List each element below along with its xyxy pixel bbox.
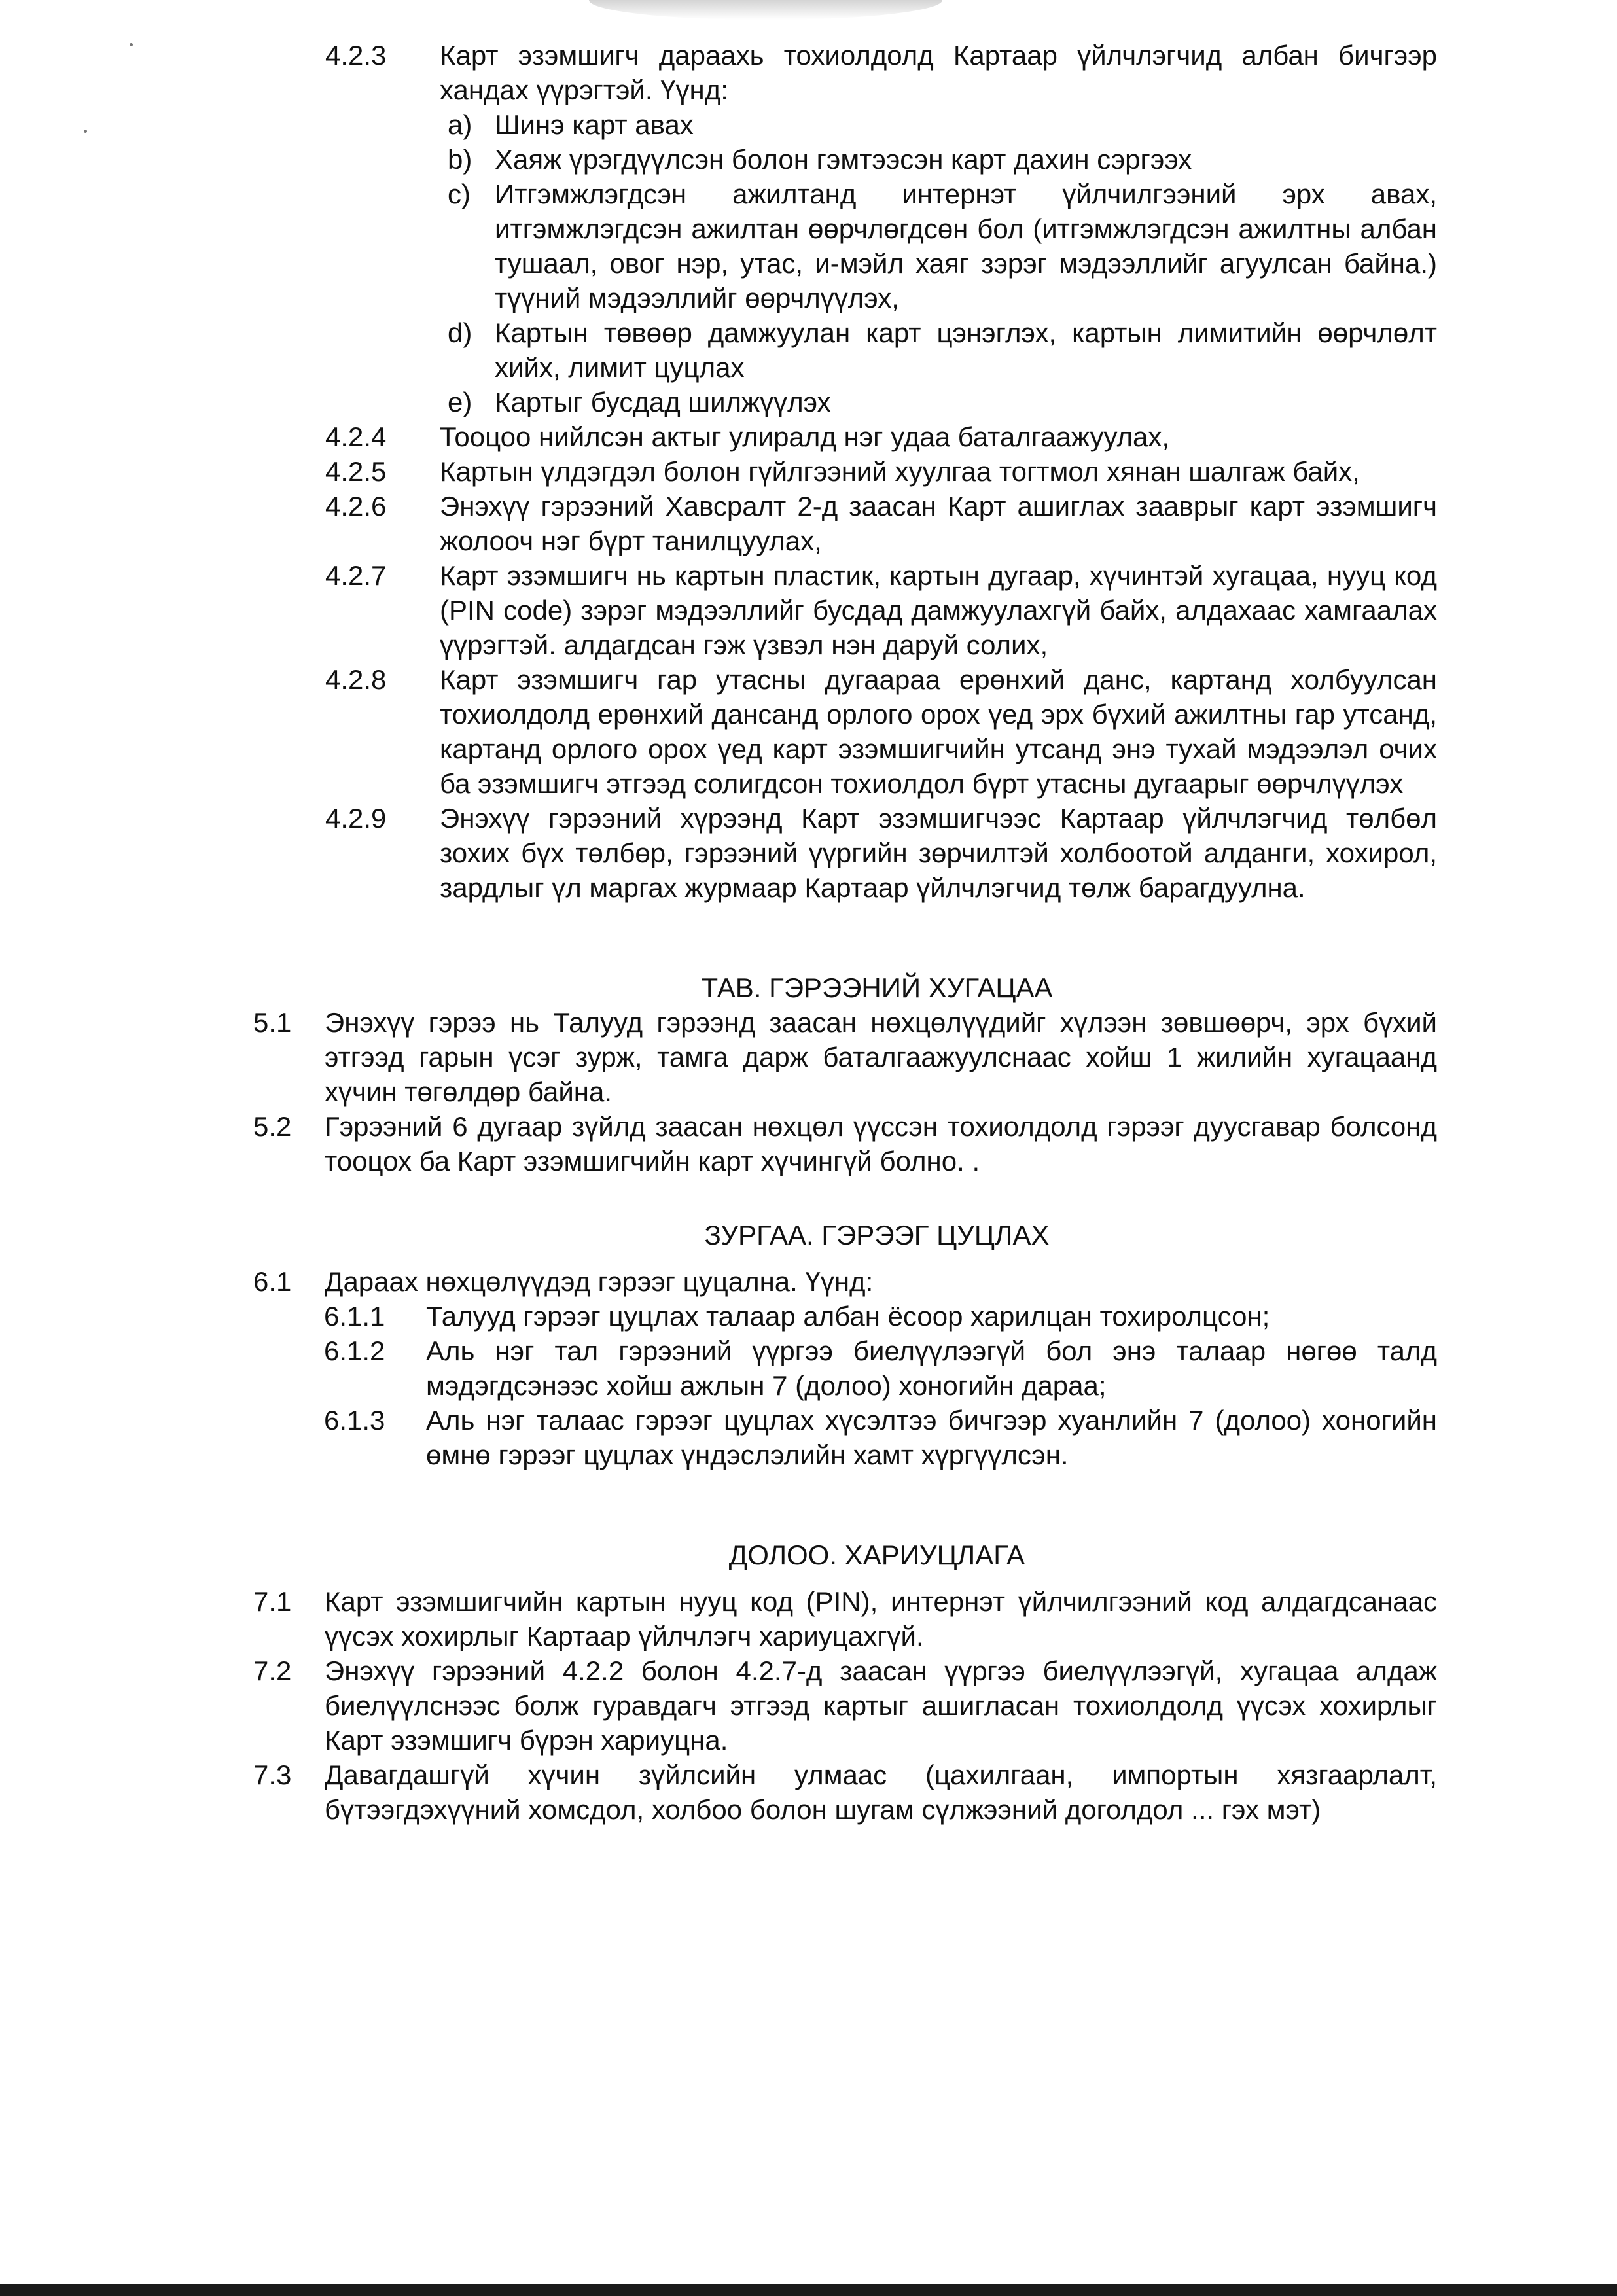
clause-number: 5.2	[253, 1111, 292, 1142]
clause-text: Карт эзэмшигчийн картын нууц код (PIN), интернэт үйлчилгээний код алдагдсанаас үүсэх хохирлыг Картаар үйлчлэгч хариуцахгүй.	[325, 1586, 1437, 1651]
spacer	[0, 1572, 1617, 1584]
spacer	[0, 905, 1617, 970]
document-body	[0, 38, 1617, 1827]
clause-number: 4.2.9	[325, 803, 387, 834]
clause-text: Аль нэг талаас гэрээг цуцлах хүсэлтээ бичгээр хуанлийн 7 (долоо) хоногийн өмнө гэрээг цуцлах үндэслэлийн хамт хүргүүлсэн.	[426, 1405, 1437, 1470]
clause-7-1	[0, 1584, 1617, 1653]
clause-number: 7.2	[253, 1655, 292, 1686]
list-item-a	[0, 107, 1617, 142]
clause-text: Энэхүү гэрээний 4.2.2 болон 4.2.7-д заасан үүргээ биелүүлээгүй, хугацаа алдаж биелүүлснээс болж гуравдагч этгээд картыг ашигласан тохиолдолд үүсэх хохирлыг Карт эзэмшигч бүрэн хариуцна.	[325, 1655, 1437, 1756]
list-marker: c)	[448, 179, 471, 209]
clause-text: Давагдашгүй хүчин зүйлсийн улмаас (цахилгаан, импортын хязгаарлалт, бүтээгдэхүүний хомсдол, холбоо болон шугам сүлжээний доголдол ... гэх мэт)	[325, 1759, 1437, 1825]
list-marker: a)	[448, 109, 472, 140]
clause-6-1-3	[0, 1403, 1617, 1472]
list-text: Итгэмжлэгдсэн ажилтанд интернэт үйлчилгээний эрх авах, итгэмжлэгдсэн ажилтан өөрчлөгдсөн бол (итгэмжлэгдсэн ажилтны албан тушаал, овог нэр, утас, и-мэйл хаяг зэрэг мэдээллийг агуулсан байна.) түүний мэдээллийг өөрчлүүлэх,	[495, 179, 1437, 313]
clause-4-2-6	[0, 489, 1617, 558]
scan-edge-bottom	[0, 2284, 1617, 2296]
clause-text: Аль нэг тал гэрээний үүргээ биелүүлээгүй бол энэ талаар нөгөө талд мэдэгдсэнээс хойш ажлын 7 (долоо) хоногийн дараа;	[426, 1335, 1437, 1401]
clause-6-1-2	[0, 1333, 1617, 1403]
clause-number: 6.1.1	[324, 1301, 385, 1332]
clause-4-2-5	[0, 454, 1617, 489]
clause-number: 4.2.4	[325, 421, 387, 452]
clause-text: Энэхүү гэрээ нь Талууд гэрээнд заасан нөхцөлүүдийг хүлээн зөвшөөрч, эрх бүхий этгээд гарын үсэг зурж, тамга дарж баталгаажуулснаас хойш 1 жилийн хугацаанд хүчин төгөлдөр байна.	[325, 1007, 1437, 1107]
clause-text: Карт эзэмшигч дараахь тохиолдолд Картаар үйлчлэгчид албан бичгээр хандах үүрэгтэй. Үүнд:	[440, 40, 1437, 105]
clause-text: Карт эзэмшигч нь картын пластик, картын дугаар, хүчинтэй хугацаа, нууц код (PIN code) зэрэг мэдээллийг бусдад дамжуулахгүй байх, алдахаас хамгаалах үүрэгтэй. алдагдсан гэж үзвэл нэн даруй солих,	[440, 560, 1437, 660]
list-text: Картыг бусдад шилжүүлэх	[495, 387, 831, 417]
clause-number: 6.1.3	[324, 1405, 385, 1436]
clause-number: 4.2.8	[325, 664, 387, 695]
section-heading-7: ДОЛОО. ХАРИУЦЛАГА	[728, 1540, 1025, 1570]
clause-text: Дараах нөхцөлүүдэд гэрээг цуцална. Үүнд:	[325, 1266, 874, 1297]
section-heading-5: ТАВ. ГЭРЭЭНИЙ ХУГАЦАА	[701, 972, 1053, 1003]
clause-4-2-7	[0, 558, 1617, 662]
clause-text: Тооцоо нийлсэн актыг улиралд нэг удаа баталгаажуулах,	[440, 421, 1170, 452]
clause-4-2-8	[0, 662, 1617, 801]
clause-number: 6.1.2	[324, 1335, 385, 1366]
clause-text: Энэхүү гэрээний Хавсралт 2-д заасан Карт ашиглах зааврыг карт эзэмшигч жолооч нэг бүрт танилцуулах,	[440, 491, 1437, 556]
clause-number: 7.1	[253, 1586, 292, 1617]
section-heading-6: ЗУРГАА. ГЭРЭЭГ ЦУЦЛАХ	[704, 1220, 1050, 1250]
list-marker: e)	[448, 387, 472, 417]
clause-number: 4.2.7	[325, 560, 387, 591]
list-item-c	[0, 177, 1617, 315]
list-text: Шинэ карт авах	[495, 109, 694, 140]
list-marker: d)	[448, 317, 472, 348]
clause-text: Карт эзэмшигч гар утасны дугаараа ерөнхий данс, картанд холбуулсан тохиолдолд ерөнхий дансанд орлого орох үед эрх бүхий ажилтны гар утсанд, картанд орлого орох үед карт эзэмшигчийн утсанд энэ тухай мэдээлэл очих ба эзэмшигч этгээд солигдсон тохиолдол бүрт утасны дугаарыг өөрчлүүлэх	[440, 664, 1437, 799]
list-marker: b)	[448, 144, 472, 175]
clause-text: Талууд гэрээг цуцлах талаар албан ёсоор харилцан тохиролцсон;	[426, 1301, 1270, 1332]
list-item-b	[0, 142, 1617, 177]
clause-7-2	[0, 1653, 1617, 1757]
clause-6-1	[0, 1264, 1617, 1299]
clause-4-2-9	[0, 801, 1617, 905]
clause-number: 7.3	[253, 1759, 292, 1790]
spacer	[0, 1252, 1617, 1264]
spacer	[0, 1472, 1617, 1538]
clause-number: 4.2.5	[325, 456, 387, 487]
clause-4-2-4	[0, 419, 1617, 454]
clause-text: Гэрээний 6 дугаар зүйлд заасан нөхцөл үүссэн тохиолдолд гэрээг дуусгавар болсонд тооцох ба Карт эзэмшигчийн карт хүчингүй болно. .	[325, 1111, 1437, 1176]
clause-number: 5.1	[253, 1007, 292, 1038]
clause-number: 4.2.3	[325, 40, 387, 71]
clause-7-3	[0, 1757, 1617, 1827]
scan-shadow-top	[589, 0, 942, 20]
list-item-e	[0, 385, 1617, 419]
clause-6-1-1	[0, 1299, 1617, 1333]
list-text: Хаяж үрэгдүүлсэн болон гэмтээсэн карт дахин сэргээх	[495, 144, 1192, 175]
clause-text: Энэхүү гэрээний хүрээнд Карт эзэмшигчээс Картаар үйлчлэгчид төлбөл зохих бүх төлбөр, гэрээний үүргийн зөрчилтэй холбоотой алданги, хохирол, зардлыг үл маргах журмаар Картаар үйлчлэгчид төлж барагдуулна.	[440, 803, 1437, 903]
clause-4-2-3	[0, 38, 1617, 107]
clause-5-1	[0, 1005, 1617, 1109]
clause-number: 6.1	[253, 1266, 292, 1297]
clause-number: 4.2.6	[325, 491, 387, 521]
list-item-d	[0, 315, 1617, 385]
list-text: Картын төвөөр дамжуулан карт цэнэглэх, картын лимитийн өөрчлөлт хийх, лимит цуцлах	[495, 317, 1437, 383]
clause-text: Картын үлдэгдэл болон гүйлгээний хуулгаа тогтмол хянан шалгаж байх,	[440, 456, 1360, 487]
spacer	[0, 1178, 1617, 1218]
clause-5-2	[0, 1109, 1617, 1178]
